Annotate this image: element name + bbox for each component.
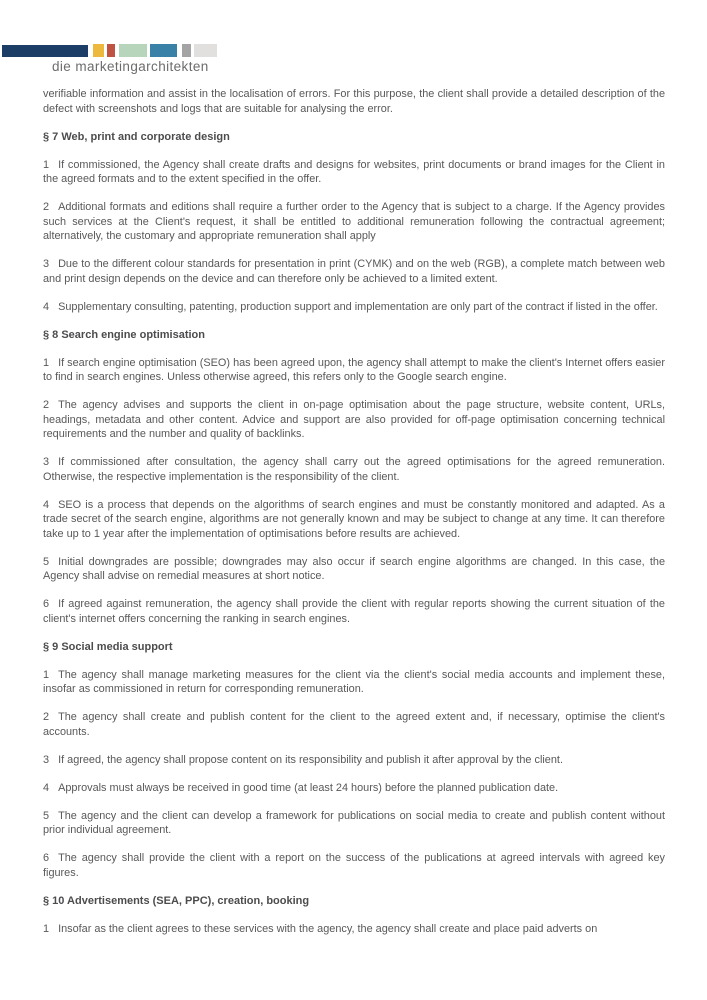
clause-text: The agency advises and supports the client in on-page optimisation about the page structure, website content, URLs, headings, metadata and other content. Advice and support are also provided for off-page optimisation concerning technical requirements and the number and quality of backlinks. [43,399,665,440]
logo-bar-steel-blue [150,44,177,57]
clause-number: 3 [43,753,50,766]
clause-number: 1 [43,668,50,681]
clause [43,753,665,768]
clause-number: 6 [43,598,50,610]
logo-bar-light-gray [194,44,217,57]
clause-text: The agency shall provide the client with a report on the success of the publications at agreed intervals with agreed key figures. [43,852,665,879]
clause-number: 3 [43,258,50,270]
intro-paragraph: verifiable information and assist in the localisation of errors. For this purpose, the client shall provide a detailed description of the defect with screenshots and logs that are suitable for analysing the error. [43,88,665,115]
section-8 [43,328,665,627]
clause [43,257,665,286]
clause [43,597,665,626]
clause-number: 4 [43,781,50,794]
clause [43,710,665,739]
section-9 [43,640,665,881]
clause-text: The agency and the client can develop a framework for publications on social media to create and publish content without prior individual agreement. [43,809,665,836]
section-7 [43,130,665,315]
company-wordmark: die marketingarchitekten [52,59,209,74]
clause-number: 5 [43,555,50,568]
clause [43,200,665,244]
clause [43,356,665,385]
clause-text: Insofar as the client agrees to these services with the agency, the agency shall create and place paid adverts on [58,922,598,935]
document-body [43,87,665,950]
company-logo [2,44,218,74]
clause-number: 6 [43,852,50,864]
clause-text: Additional formats and editions shall require a further order to the Agency that is subject to a charge. If the Agency provides such services at the Client's request, it shall be entitled to additional remuneration following the contractual agreement; alternatively, the customary and appropriate remuneration shall apply [43,201,665,242]
clause-text: If search engine optimisation (SEO) has been agreed upon, the agency shall attempt to make the client's Internet offers easier to find in search engines. Unless otherwise agreed, this refers only to the Google search engine. [43,356,665,383]
logo-bar-gray [182,44,191,57]
clause-text: Approvals must always be received in good time (at least 24 hours) before the planned publication date. [58,781,559,794]
clause-text: Supplementary consulting, patenting, production support and implementation are only part of the contract if listed in the offer. [58,300,658,313]
clause-number: 2 [43,201,50,213]
section-7-heading: § 7 Web, print and corporate design [43,130,230,143]
clause-number: 2 [43,399,50,411]
clause-text: The agency shall manage marketing measures for the client via the client's social media accounts and implement these, insofar as commissioned in return for corresponding remuneration. [43,668,665,695]
clause-text: If agreed against remuneration, the agency shall provide the client with regular reports showing the current situation of the client's internet offers concerning the ranking in search engines. [43,598,665,625]
clause [43,668,665,697]
clause [43,851,665,880]
clause-text: If commissioned, the Agency shall create drafts and designs for websites, print documents or brand images for the Client in the agreed formats and to the extent specified in the offer. [43,158,665,185]
clause-number: 1 [43,356,50,369]
logo-bar-navy [2,45,88,57]
clause [43,809,665,838]
clause [43,498,665,542]
logo-bar-gold [93,44,104,57]
clause-number: 1 [43,158,50,171]
clause [43,398,665,442]
section-10 [43,894,665,937]
clause [43,158,665,187]
clause [43,922,665,937]
clause-text: The agency shall create and publish content for the client to the agreed extent and, if necessary, optimise the client's accounts. [43,711,665,738]
clause-number: 2 [43,711,50,723]
clause [43,781,665,796]
clause-number: 4 [43,300,50,313]
section-8-heading: § 8 Search engine optimisation [43,328,205,341]
clause-text: SEO is a process that depends on the algorithms of search engines and must be constantly monitored and adapted. As a trade secret of the search engine, algorithms are not generally known and may be subject to change at any time. It can therefore take up to 1 year after the implementation of optimisations before results are achieved. [43,498,665,540]
clause-text: If commissioned after consultation, the agency shall carry out the agreed optimisations for the agreed remuneration. Otherwise, the respective implementation is the responsibility of the client. [43,456,665,483]
clause-text: If agreed, the agency shall propose content on its responsibility and publish it after approval by the client. [58,753,563,766]
logo-bar-rust [107,44,115,57]
clause-text: Due to the different colour standards for presentation in print (CYMK) and on the web (RGB), a complete match between web and print design depends on the device and can therefore only be achieved to a limited extent. [43,258,665,285]
logo-bars-icon [2,44,218,57]
logo-bar-sage-green [119,44,147,57]
clause-number: 4 [43,498,50,511]
clause [43,555,665,584]
clause-number: 5 [43,809,50,822]
clause-text: Initial downgrades are possible; downgrades may also occur if search engine algorithms are changed. In this case, the Agency shall advise on remedial measures at short notice. [43,555,665,582]
clause [43,300,665,315]
clause-number: 3 [43,456,50,468]
clause [43,455,665,484]
clause-number: 1 [43,922,50,935]
section-10-heading: § 10 Advertisements (SEA, PPC), creation, booking [43,894,310,907]
section-9-heading: § 9 Social media support [43,640,173,653]
